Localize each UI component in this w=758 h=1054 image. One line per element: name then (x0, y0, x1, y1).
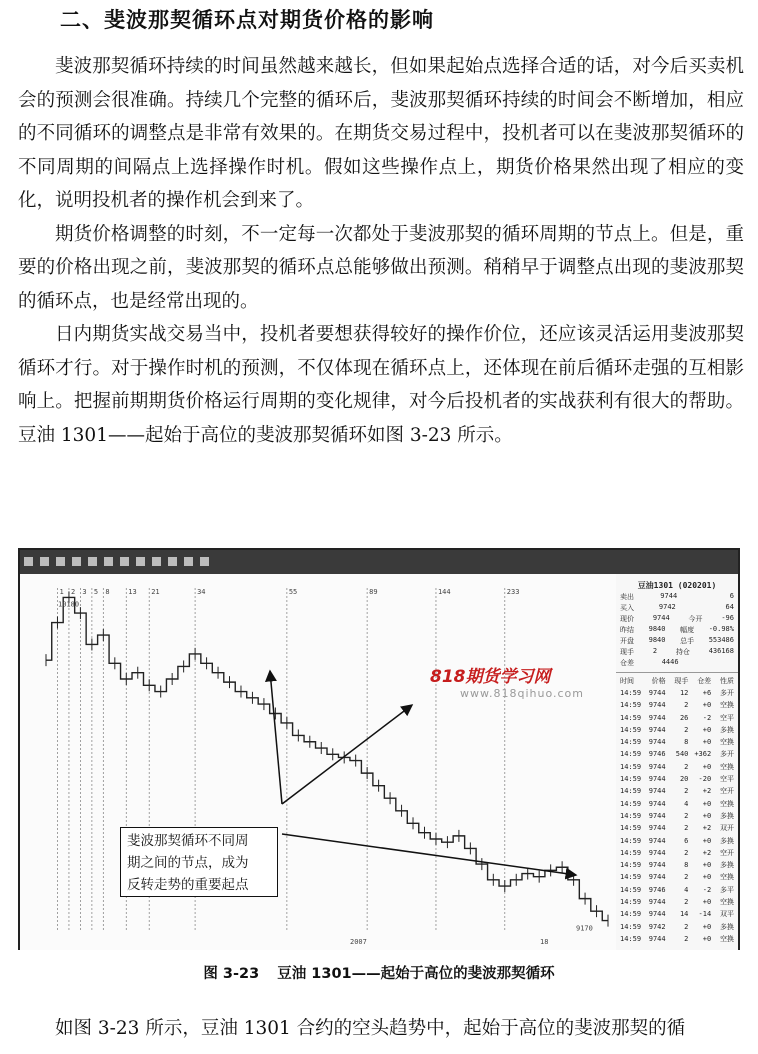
trade-cell: 540 (675, 750, 689, 759)
trade-table (616, 687, 738, 945)
caption-number: 图 3-23 (203, 966, 260, 982)
trade-cell: 多开 (719, 689, 734, 697)
trade-cell: +2 (702, 824, 712, 833)
trade-cell: +0 (702, 898, 712, 907)
trade-cell: 14:59 (620, 934, 642, 943)
trade-cell: 2 (684, 762, 689, 771)
trade-cell: 多换 (719, 836, 734, 845)
trade-cell: 14:59 (620, 811, 642, 820)
trade-header-cell: 价格 (651, 677, 666, 685)
cycle-label: 13 (128, 588, 137, 596)
trade-cell: 12 (679, 689, 689, 697)
trade-cell: 多换 (719, 922, 734, 931)
trade-cell: 空开 (719, 787, 734, 796)
trade-cell: +2 (702, 787, 712, 796)
trade-cell: 空换 (719, 934, 734, 943)
trade-cell: 多换 (719, 811, 734, 820)
trade-cell: 14 (679, 910, 689, 919)
trade-cell: 空换 (719, 873, 734, 882)
trade-cell: 9744 (648, 738, 666, 747)
trade-cell: +0 (702, 836, 712, 845)
trade-row (616, 871, 738, 883)
quote-cell: 买入 (620, 604, 634, 612)
trade-cell: 空平 (719, 775, 734, 784)
quote-row (616, 624, 738, 635)
x-axis-label: 18 (540, 938, 549, 946)
trade-cell: 空平 (719, 713, 734, 722)
trade-cell: 14:59 (620, 787, 642, 796)
x-axis-label: 2007 (350, 938, 367, 946)
trade-cell: 9744 (648, 836, 666, 845)
price-chart-svg (20, 574, 616, 950)
trade-cell: 空换 (719, 762, 734, 771)
trade-cell: 双开 (719, 824, 734, 833)
trade-cell: 14:59 (620, 873, 642, 882)
trade-row (616, 748, 738, 760)
trade-row (616, 798, 738, 810)
trade-cell: 20 (679, 775, 689, 784)
trade-cell: 14:59 (620, 738, 642, 747)
trade-cell: 空换 (719, 701, 734, 710)
cycle-label: 233 (506, 588, 520, 596)
callout-line-2: 期之间的节点，成为 (127, 855, 249, 871)
quote-cell: -96 (721, 614, 734, 622)
continuation-text: 如图 3-23 所示，豆油 1301 合约的空头趋势中，起始于高位的斐波那契的循 (55, 1018, 686, 1039)
trade-cell: 2 (684, 725, 689, 734)
trade-row (616, 933, 738, 945)
quote-row (616, 646, 738, 657)
trade-row (616, 687, 738, 699)
trade-cell: 空换 (719, 799, 734, 808)
trade-cell: 14:59 (620, 848, 642, 857)
trade-cell: 9744 (648, 824, 666, 833)
trade-cell: -14 (698, 910, 712, 919)
toolbar-icon[interactable] (72, 557, 81, 566)
quote-title: 豆油1301 (020201) (637, 581, 717, 590)
quote-cell: 卖出 (620, 593, 634, 601)
quote-cell: 幅度 (680, 626, 695, 634)
cycle-label: 5 (93, 588, 99, 596)
trade-cell: 9744 (648, 811, 666, 820)
trade-cell: 9744 (648, 799, 666, 808)
chart-callout (120, 827, 278, 897)
trade-cell: 9744 (648, 775, 666, 784)
trade-row (616, 896, 738, 908)
trade-cell: 14:59 (620, 824, 642, 833)
cycle-label: 3 (82, 588, 87, 596)
toolbar-icon[interactable] (40, 557, 49, 566)
toolbar-icon[interactable] (200, 557, 209, 566)
trade-cell: +0 (702, 861, 712, 870)
trade-cell: 9744 (648, 701, 666, 710)
quote-row (616, 591, 738, 602)
trade-cell: +0 (702, 701, 712, 710)
trade-cell: 14:59 (620, 762, 642, 771)
toolbar-icon[interactable] (120, 557, 129, 566)
trade-cell: 9744 (648, 787, 666, 796)
trade-cell: 2 (684, 934, 689, 943)
trade-cell: +6 (702, 689, 712, 697)
trade-cell: +0 (702, 762, 712, 771)
trade-cell: 26 (679, 713, 689, 722)
trade-header-cell: 时间 (620, 677, 634, 685)
trade-cell: 9746 (648, 750, 666, 759)
toolbar-icon[interactable] (104, 557, 113, 566)
cycle-label: 144 (437, 588, 451, 596)
price-chart (20, 574, 617, 950)
trade-cell: +0 (702, 725, 712, 734)
trade-cell: 9742 (648, 922, 666, 931)
quote-cell: 553486 (708, 636, 734, 644)
trade-row (616, 859, 738, 871)
chart-toolbar (20, 550, 738, 574)
trade-header-cell: 仓差 (697, 677, 712, 685)
trade-cell: 14:59 (620, 885, 642, 894)
trade-cell: 14:59 (620, 750, 642, 759)
trade-cell: 多平 (719, 885, 734, 894)
cycle-label: 21 (151, 588, 160, 596)
figure-caption (0, 962, 758, 983)
trade-cell: 2 (684, 824, 689, 833)
quote-cell: 总手 (680, 637, 695, 645)
trade-cell: 多换 (719, 725, 734, 734)
toolbar-icon[interactable] (88, 557, 97, 566)
quote-cell: 2 (652, 647, 658, 655)
trade-cell: 6 (684, 836, 689, 845)
trade-cell: +362 (694, 750, 712, 759)
trade-cell: 2 (684, 922, 689, 931)
quote-cell: -0.98% (708, 625, 734, 633)
callout-line-3: 反转走势的重要起点 (127, 877, 249, 893)
figure-3-23 (18, 548, 740, 950)
trade-cell: +0 (702, 873, 712, 882)
quote-cell: 今开 (688, 615, 703, 623)
trade-cell: 双平 (719, 910, 734, 919)
trade-cell: 8 (684, 738, 689, 747)
trade-row (616, 785, 738, 797)
trade-cell: 9746 (648, 885, 666, 894)
trade-row (616, 773, 738, 785)
trade-row (616, 699, 738, 711)
trade-cell: 多换 (719, 861, 734, 870)
trade-cell: +2 (702, 848, 712, 857)
trade-cell: 2 (684, 701, 689, 710)
watermark-logo: 818期货学习网 (430, 667, 551, 687)
paragraph-3: 日内期货实战交易当中，投机者要想获得较好的操作价位，还应该灵活运用斐波那契循环才行。对于操作时机的预测，不仅体现在循环点上，还体现在前后循环走强的互相影响上。把握前期期货价格运行周期的变化规律，对今后投机者的实战获利有很大的帮助。豆油 1301——起始于高位的斐波那契循环如图 3-23 所示。 (18, 324, 744, 446)
watermark (430, 662, 584, 700)
trade-cell: +0 (702, 738, 712, 747)
trade-cell: +0 (702, 799, 712, 808)
quote-cell: 6 (729, 592, 734, 600)
quote-cell: 9742 (658, 603, 676, 611)
trade-cell: 14:59 (620, 775, 642, 784)
trade-row (616, 884, 738, 896)
trade-cell: 2 (684, 811, 689, 820)
quote-cell: 现价 (620, 615, 634, 623)
arrow-up-right (282, 705, 412, 804)
quote-panel (616, 574, 738, 950)
trade-row (616, 736, 738, 748)
quote-cell: 436168 (708, 647, 734, 655)
trade-cell: 2 (684, 787, 689, 796)
quote-row (616, 657, 738, 668)
trade-cell: 14:59 (620, 689, 642, 697)
cycle-label: 55 (288, 588, 298, 596)
trade-header-cell: 现手 (674, 677, 689, 685)
arrow-right (282, 834, 576, 875)
cycle-label: 89 (369, 588, 378, 596)
quote-cell: 现手 (620, 648, 634, 656)
trade-row (616, 847, 738, 859)
quote-cell: 仓差 (620, 659, 634, 667)
watermark-url: www.818qihuo.com (460, 687, 584, 700)
trade-cell: 多开 (719, 750, 734, 759)
trade-cell: 9744 (648, 713, 666, 722)
trade-row (616, 712, 738, 724)
toolbar-icon[interactable] (56, 557, 65, 566)
trade-cell: 14:59 (620, 836, 642, 845)
trade-cell: 9744 (648, 848, 666, 857)
trade-row (616, 921, 738, 933)
trade-cell: -2 (702, 713, 712, 722)
toolbar-icon[interactable] (184, 557, 193, 566)
quote-cell: 64 (725, 603, 734, 611)
trade-cell: 2 (684, 898, 689, 907)
trade-cell: 14:59 (620, 922, 642, 931)
trade-cell: 9744 (648, 689, 666, 697)
cycle-label: 34 (197, 588, 206, 596)
trade-cell: 9744 (648, 861, 666, 870)
toolbar-icon[interactable] (168, 557, 177, 566)
trade-cell: 9744 (648, 910, 666, 919)
trade-cell: -2 (702, 885, 712, 894)
trade-cell: 空开 (719, 848, 734, 857)
trade-row (616, 908, 738, 920)
trade-cell: 2 (684, 848, 689, 857)
quote-cell: 开盘 (620, 637, 634, 645)
quote-cell: 4446 (661, 658, 679, 666)
trade-cell: 9744 (648, 898, 666, 907)
caption-title: 豆油 1301——起始于高位的斐波那契循环 (277, 966, 555, 982)
trade-header-cell: 性质 (719, 677, 734, 685)
trade-cell: +0 (702, 922, 712, 931)
toolbar-icon[interactable] (136, 557, 145, 566)
quote-cell: 持仓 (675, 648, 690, 656)
quote-cell: 9744 (660, 592, 678, 600)
quote-row (616, 602, 738, 613)
trade-cell: 14:59 (620, 725, 642, 734)
quote-row (616, 613, 738, 624)
trade-row (616, 761, 738, 773)
trade-cell: +0 (702, 811, 712, 820)
trade-row (616, 835, 738, 847)
paragraph-2: 期货价格调整的时刻，不一定每一次都处于斐波那契的循环周期的节点上。但是，重要的价格出现之前，斐波那契的循环点总能够做出预测。稍稍早于调整点出现的斐波那契的循环点，也是经常出现的。 (18, 223, 744, 312)
trade-cell: 8 (684, 861, 689, 870)
trade-cell: 14:59 (620, 898, 642, 907)
toolbar-icon[interactable] (24, 557, 33, 566)
trade-cell: 14:59 (620, 861, 642, 870)
trade-cell: 9744 (648, 934, 666, 943)
trade-cell: 空换 (719, 738, 734, 747)
trade-cell: -20 (698, 775, 712, 784)
trade-cell: 4 (684, 885, 689, 894)
quote-cell: 9744 (652, 614, 670, 622)
trade-cell: 9744 (648, 725, 666, 734)
callout-line-1: 斐波那契循环不同周 (127, 833, 249, 849)
trade-row (616, 724, 738, 736)
cycle-label: 2 (70, 588, 76, 596)
trade-cell: 4 (684, 799, 689, 808)
trade-cell: 14:59 (620, 910, 642, 919)
trade-row (616, 822, 738, 834)
trade-cell: 9744 (648, 873, 666, 882)
trade-cell: 空换 (719, 898, 734, 907)
high-price-label: 10180 (58, 600, 80, 609)
quote-row (616, 635, 738, 646)
quote-cell: 9840 (648, 636, 666, 644)
toolbar-icon[interactable] (152, 557, 161, 566)
trade-cell: 14:59 (620, 713, 642, 722)
section-heading: 二、斐波那契循环点对期货价格的影响 (60, 8, 434, 32)
quote-cell: 昨结 (620, 626, 634, 634)
trade-cell: 9744 (648, 762, 666, 771)
trade-cell: 14:59 (620, 701, 642, 710)
low-price-label: 9170 (576, 924, 593, 933)
trade-cell: 2 (684, 873, 689, 882)
trade-cell: 14:59 (620, 799, 642, 808)
paragraph-1: 斐波那契循环持续的时间虽然越来越长，但如果起始点选择合适的话，对今后买卖机会的预测会很准确。持续几个完整的循环后，斐波那契循环持续的时间会不断增加，相应的不同循环的调整点是非常有效果的。在期货交易过程中，投机者可以在斐波那契循环的不同周期的间隔点上选择操作时机。假如这些操作点上，期货价格果然出现了相应的变化，说明投机者的操作机会到来了。 (18, 56, 744, 211)
quote-cell: 9840 (648, 625, 666, 633)
trade-table-header (616, 672, 738, 687)
trade-row (616, 810, 738, 822)
quote-rows (616, 591, 738, 668)
trade-cell: +0 (702, 934, 712, 943)
cycle-label: 1 (59, 588, 64, 596)
cycle-label: 8 (105, 588, 110, 596)
arrow-up-left (270, 671, 282, 804)
body-text (18, 50, 744, 452)
